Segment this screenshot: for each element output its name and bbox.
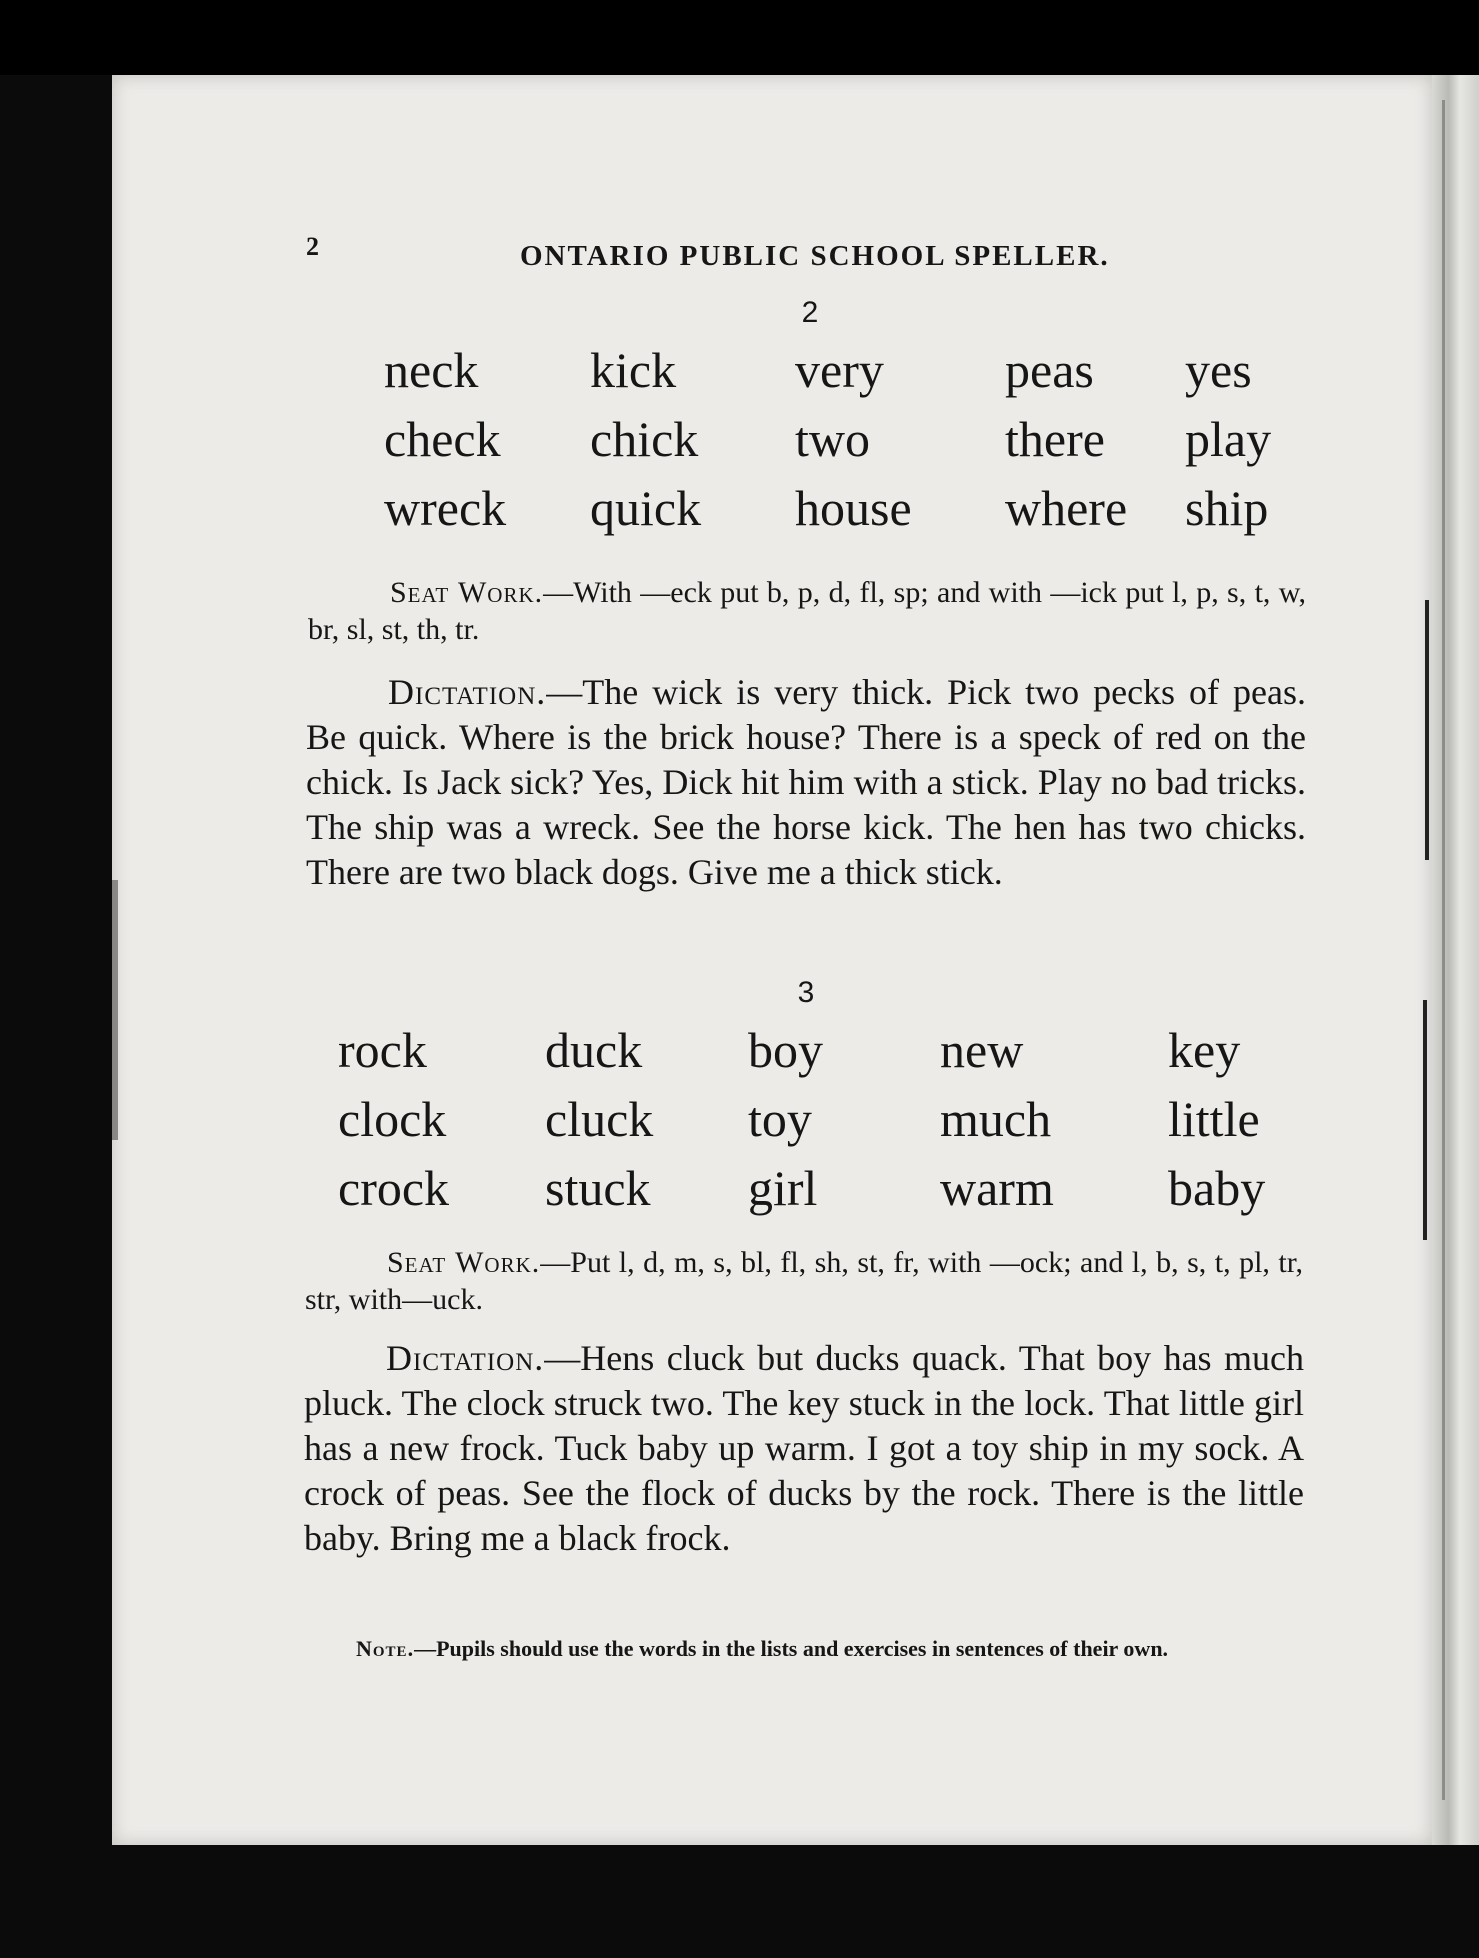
spelling-word: kick bbox=[590, 342, 677, 398]
word-column bbox=[748, 1016, 823, 1223]
spelling-word: stuck bbox=[545, 1160, 651, 1216]
seat-work-paragraph bbox=[308, 574, 1306, 648]
word-column bbox=[940, 1016, 1054, 1223]
spelling-word: play bbox=[1185, 411, 1272, 467]
spelling-word: where bbox=[1005, 480, 1128, 536]
word-column bbox=[795, 336, 912, 543]
spelling-word: rock bbox=[338, 1022, 427, 1078]
dictation-paragraph bbox=[306, 670, 1306, 895]
seat-work-text: —With —eck put b, p, d, fl, sp; and with —ick put l, p, s, t, w, br, sl, st, th, tr. bbox=[308, 576, 1306, 646]
word-column bbox=[338, 1016, 449, 1223]
spelling-word: there bbox=[1005, 411, 1105, 467]
lesson-number: 3 bbox=[797, 976, 815, 1009]
spelling-word: duck bbox=[545, 1022, 643, 1078]
seat-work-text: —Put l, d, m, s, bl, fl, sh, st, fr, with —ock; and l, b, s, t, pl, tr, str, with—uck. bbox=[305, 1246, 1304, 1316]
dictation-paragraph bbox=[304, 1336, 1304, 1561]
word-list bbox=[0, 1016, 1479, 1226]
spelling-word: yes bbox=[1185, 342, 1252, 398]
spelling-word: clock bbox=[338, 1091, 447, 1147]
word-column bbox=[1168, 1016, 1265, 1223]
spelling-word: very bbox=[795, 342, 884, 398]
spelling-word: ship bbox=[1185, 480, 1269, 536]
spelling-word: key bbox=[1168, 1022, 1241, 1078]
dictation-label: Dictation. bbox=[388, 672, 547, 712]
spelling-word: house bbox=[795, 480, 912, 536]
running-head: ONTARIO PUBLIC SCHOOL SPELLER. bbox=[520, 240, 1110, 272]
spelling-word: check bbox=[384, 411, 501, 467]
spelling-word: neck bbox=[384, 342, 479, 398]
spelling-word: little bbox=[1168, 1091, 1260, 1147]
note-label: Note. bbox=[356, 1636, 415, 1661]
spelling-word: new bbox=[940, 1022, 1024, 1078]
lesson-number: 2 bbox=[801, 296, 819, 329]
note-text: —Pupils should use the words in the lists and exercises in sentences of their own. bbox=[414, 1636, 1169, 1661]
word-column bbox=[590, 336, 701, 543]
spelling-word: cluck bbox=[545, 1091, 654, 1147]
seat-work-paragraph bbox=[305, 1244, 1303, 1318]
spelling-word: baby bbox=[1168, 1160, 1266, 1216]
seat-work-label: Seat Work. bbox=[387, 1246, 541, 1279]
word-column bbox=[545, 1016, 653, 1223]
spelling-word: much bbox=[940, 1091, 1052, 1147]
spelling-word: quick bbox=[590, 480, 702, 536]
spelling-word: girl bbox=[748, 1160, 818, 1216]
page-number: 2 bbox=[306, 232, 319, 261]
spelling-word: boy bbox=[748, 1022, 823, 1078]
dictation-text: —Hens cluck but ducks quack. That boy has much pluck. The clock struck two. The key stuck in the lock. That little girl has a new frock. Tuck baby up warm. I got a toy ship in my sock. A crock of peas. See the flock of ducks by the rock. There is the little baby. Bring me a black frock. bbox=[304, 1338, 1304, 1558]
word-column bbox=[1185, 336, 1271, 543]
spelling-word: peas bbox=[1005, 342, 1094, 398]
dictation-label: Dictation. bbox=[386, 1338, 545, 1378]
spelling-word: chick bbox=[590, 411, 699, 467]
seat-work-label: Seat Work. bbox=[390, 576, 544, 609]
spelling-word: toy bbox=[748, 1091, 812, 1147]
dictation-text: —The wick is very thick. Pick two pecks of peas. Be quick. Where is the brick house? There is a speck of red on the chick. Is Jack sick? Yes, Dick hit him with a stick. Play no bad tricks. The ship was a wreck. See the horse kick. The hen has two chicks. There are two black dogs. Give me a thick stick. bbox=[306, 672, 1306, 892]
spelling-word: two bbox=[795, 411, 870, 467]
word-column bbox=[384, 336, 506, 543]
spelling-word: crock bbox=[338, 1160, 450, 1216]
word-column bbox=[1005, 336, 1127, 543]
spelling-word: wreck bbox=[384, 480, 507, 536]
spelling-word: warm bbox=[940, 1160, 1054, 1216]
footnote bbox=[304, 1634, 1300, 1664]
word-list bbox=[0, 336, 1479, 546]
